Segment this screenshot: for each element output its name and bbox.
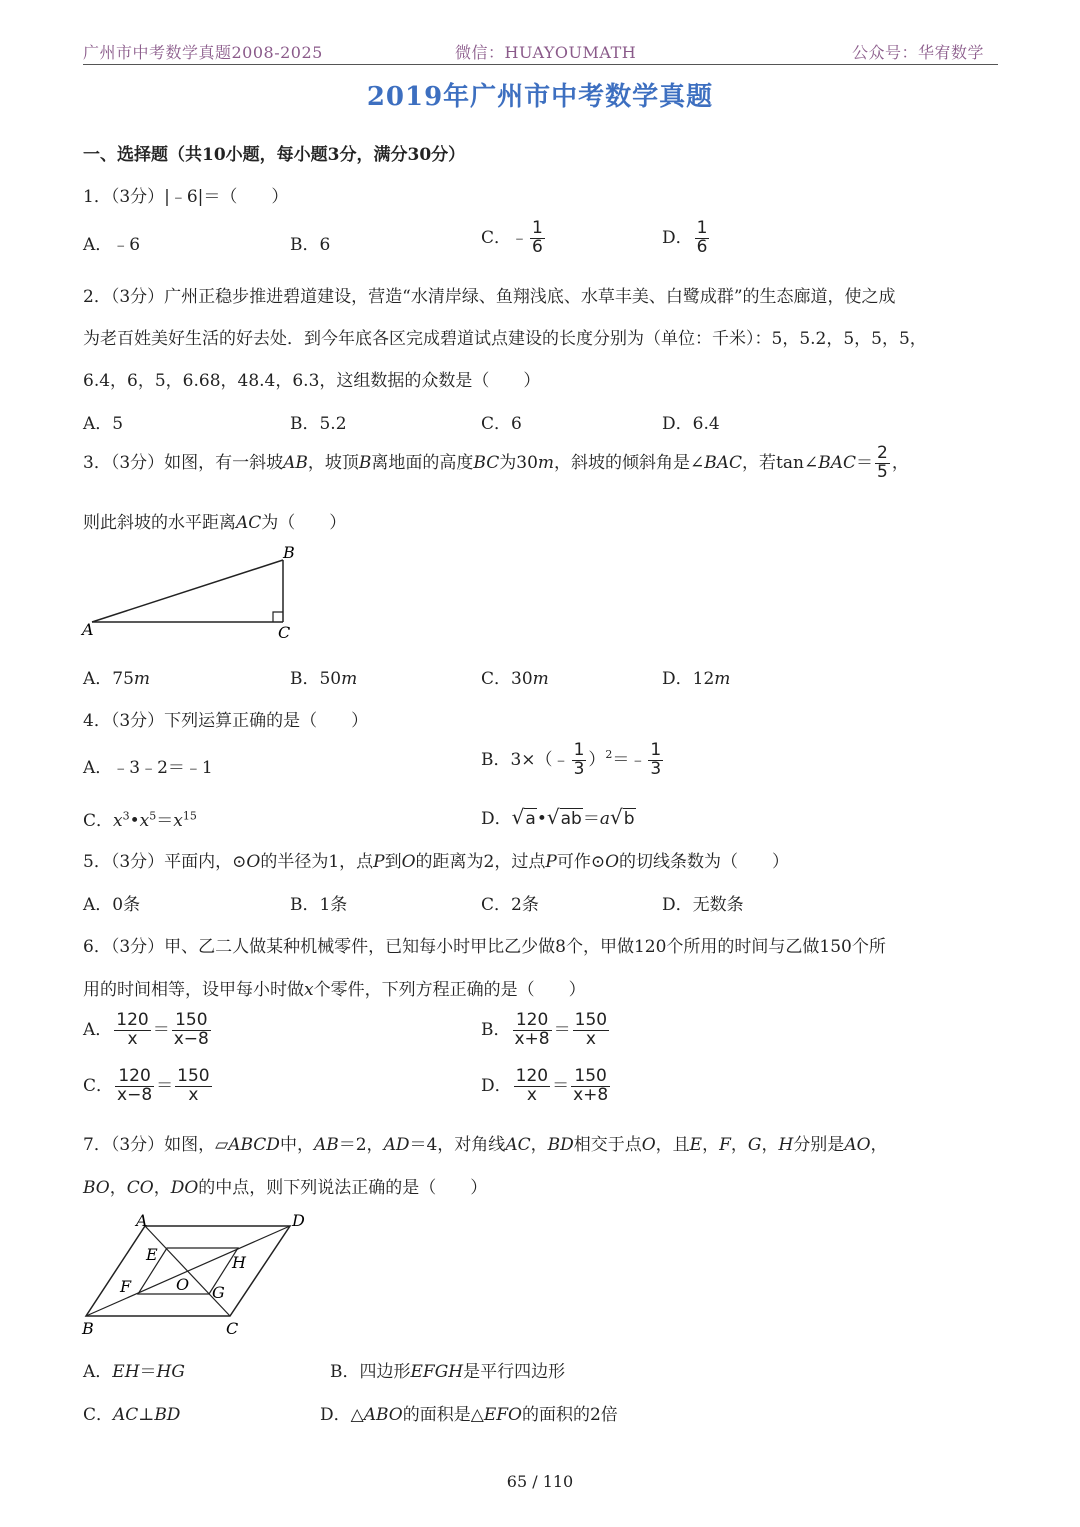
q2-option-d: D．6.4: [662, 414, 720, 434]
q1-option-a: A．﹣6: [83, 235, 141, 255]
q1-option-d: D． $\frac{1}{6}$: [662, 218, 708, 257]
label-h: H: [232, 1253, 246, 1272]
q3-line1: 3．（3分）如图，有一斜坡AB，坡顶B离地面的高度BC为30m，斜坡的倾斜角是∠BAC，若tan∠BAC＝ $\frac{2}{5}$ ，: [83, 443, 909, 482]
label-d: D: [292, 1211, 305, 1230]
label-g: G: [212, 1283, 225, 1302]
q1-option-b: B．6: [290, 235, 331, 255]
right-angle-mark: [273, 612, 283, 622]
q7-line2: BO，CO，DO的中点，则下列说法正确的是（ ）: [83, 1178, 488, 1198]
q2-option-c: C．6: [481, 414, 522, 434]
slope-line-ab: [92, 560, 283, 622]
q3-option-a: A．75m: [83, 669, 151, 689]
page-title: 2019年广州市中考数学真题: [366, 82, 714, 112]
q5-option-a: A．0条: [83, 895, 141, 915]
q3-slope-figure: [80, 540, 310, 645]
q6-option-d: D． $\frac{120}{x}$ ＝ $\frac{150}{x+8}$: [481, 1066, 609, 1105]
q6-option-a: A． $\frac{120}{x}$ ＝ $\frac{150}{x-8}$: [83, 1010, 209, 1049]
label-a: A: [82, 620, 94, 639]
q2-option-b: B．5.2: [290, 414, 347, 434]
page-number: 65 / 110: [506, 1472, 574, 1491]
label-o: O: [176, 1275, 190, 1294]
q2-option-a: A．5: [83, 414, 124, 434]
q3-line2: 则此斜坡的水平距离AC为（ ）: [83, 513, 347, 533]
q1-option-c: C．﹣ $\frac{1}{6}$: [481, 218, 543, 257]
q4-option-c: C．$x^3•x^5=x^{15}$: [83, 809, 197, 831]
q7-line1: 7．（3分）如图，▱ABCD中，AB＝2，AD＝4，对角线AC，BD相交于点O，且E，F，G，H分别是AO，: [83, 1135, 888, 1155]
q7-option-c: C．AC⊥BD: [83, 1405, 181, 1425]
q6-line1: 6．（3分）甲、乙二人做某种机械零件，已知每小时甲比乙少做8个，甲做120个所用的时间与乙做150个所: [83, 937, 886, 957]
q7-option-b: B．四边形EFGH是平行四边形: [330, 1362, 566, 1382]
header-rule: [83, 64, 998, 65]
label-c: C: [226, 1319, 239, 1338]
header-left: 广州市中考数学真题2008-2025: [83, 43, 323, 62]
label-a: A: [136, 1211, 148, 1230]
header-right: 公众号：华宥数学: [851, 43, 984, 62]
q5-stem: 5．（3分）平面内，⊙O的半径为1，点P到O的距离为2，过点P可作⊙O的切线条数为（ ）: [83, 852, 790, 872]
label-c: C: [278, 623, 291, 642]
q3-option-d: D．12m: [662, 669, 731, 689]
q1-stem: 1．（3分）|﹣6|＝（ ）: [83, 187, 289, 207]
label-b: B: [82, 1319, 94, 1338]
q7-option-a: A．EH＝HG: [83, 1362, 185, 1382]
q5-option-d: D．无数条: [662, 895, 744, 915]
section-heading: 一、选择题（共10小题，每小题3分，满分30分）: [83, 145, 466, 165]
q4-stem: 4．（3分）下列运算正确的是（ ）: [83, 711, 369, 731]
header-center: 微信：HUAYOUMATH: [455, 43, 637, 62]
q2-line2: 为老百姓美好生活的好去处．到今年底各区完成碧道试点建设的长度分别为（单位：千米）：5，5.2，5，5，5，: [83, 329, 927, 349]
q4-option-d: D．√a•√ab＝a√b: [481, 805, 635, 829]
label-b: B: [283, 543, 295, 562]
q6-line2: 用的时间相等，设甲每小时做x个零件，下列方程正确的是（ ）: [83, 980, 586, 1000]
label-f: F: [120, 1277, 132, 1296]
q5-option-b: B．1条: [290, 895, 348, 915]
q7-parallelogram-figure: [78, 1210, 308, 1340]
q3-option-b: B．50m: [290, 669, 358, 689]
q7-option-d: D．△ABO的面积是△EFO的面积的2倍: [320, 1405, 618, 1425]
q6-option-b: B． $\frac{120}{x+8}$ ＝ $\frac{150}{x}$: [481, 1010, 608, 1049]
q2-line1: 2．（3分）广州正稳步推进碧道建设，营造“水清岸绿、鱼翔浅底、水草丰美、白鹭成群”的生态廊道，使之成: [83, 287, 896, 307]
q2-line3: 6.4，6，5，6.68，48.4，6.3，这组数据的众数是（ ）: [83, 371, 541, 391]
q4-option-a: A．﹣3﹣2＝﹣1: [83, 758, 213, 778]
q6-option-c: C． $\frac{120}{x-8}$ ＝ $\frac{150}{x}$: [83, 1066, 210, 1105]
q5-option-c: C．2条: [481, 895, 539, 915]
q4-option-b: B．3×（﹣ $\frac{1}{3}$ ）$^2$＝﹣ $\frac{1}{3}$: [481, 740, 662, 779]
q3-option-c: C．30m: [481, 669, 549, 689]
label-e: E: [146, 1245, 158, 1264]
